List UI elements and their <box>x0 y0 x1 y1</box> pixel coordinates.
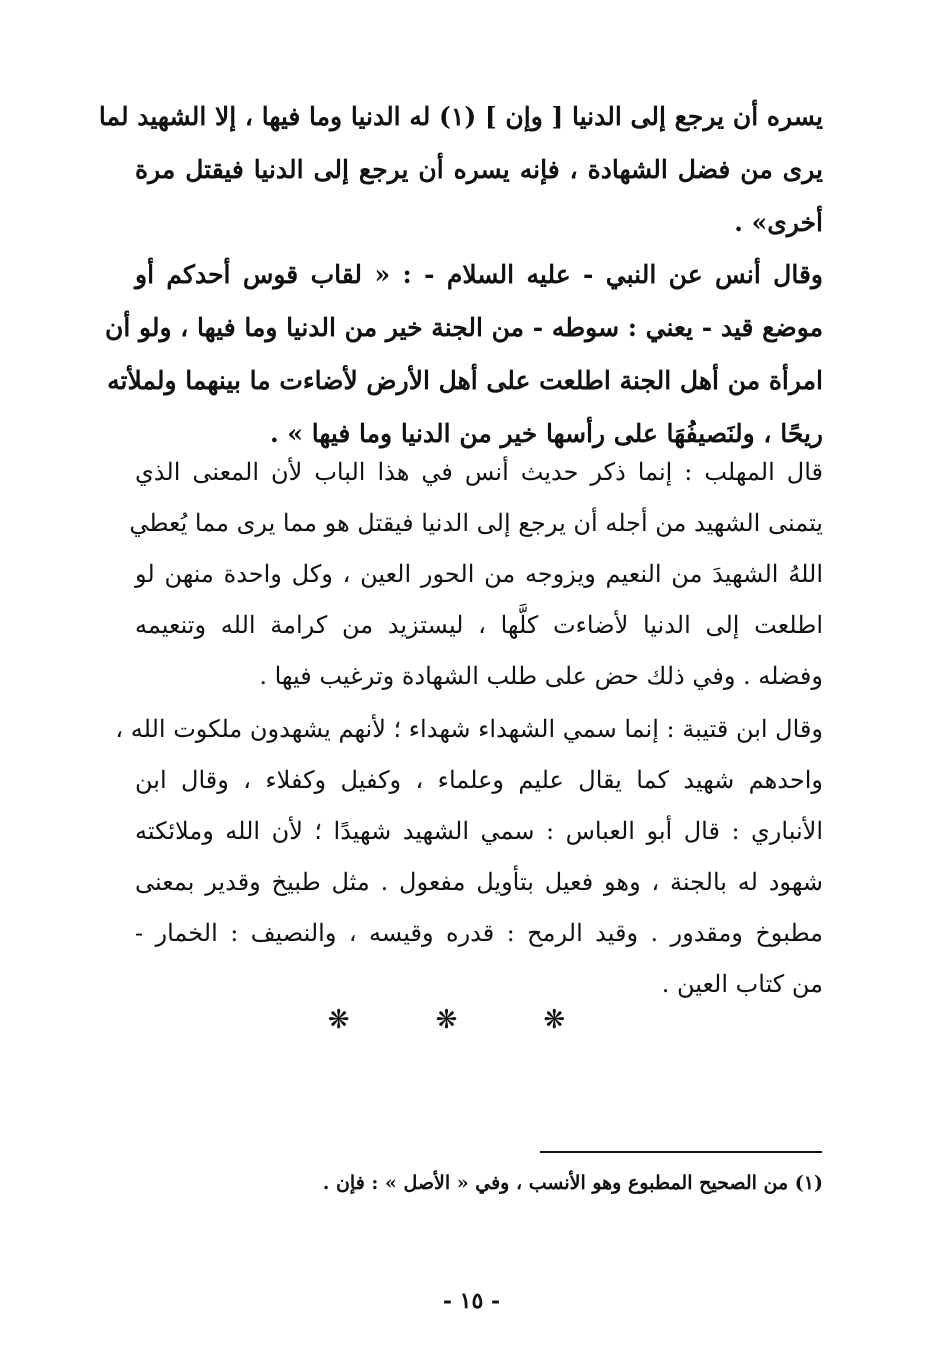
text-line: اطلعت إلى الدنيا لأضاءت كلَّها ، ليستزيد من كرامة الله وتنعيمه <box>135 611 823 639</box>
paragraph-1 <box>98 90 823 249</box>
text-line: الأنباري : قال أبو العباس : سمي الشهيد شهيدًا ؛ لأن الله وملائكته <box>135 817 823 845</box>
text-line: وقال أنس عن النبي - عليه السلام - : « لقاب قوس أحدكم أو <box>135 260 823 289</box>
text-line: وفضله . وفي ذلك حض على طلب الشهادة وترغيب فيها . <box>259 662 823 690</box>
text-line: من كتاب العين . <box>661 970 823 998</box>
text-line: يتمنى الشهيد من أجله أن يرجع إلى الدنيا فيقتل هو مما يرى مما يُعطي <box>129 509 823 537</box>
asterism-icon: ❋ <box>435 1005 508 1035</box>
text-line: وقال ابن قتيبة : إنما سمي الشهداء شهداء ؛ لأنهم يشهدون ملكوت الله ، <box>115 715 823 743</box>
paragraph-2 <box>104 248 823 460</box>
text-line: يسره أن يرجع إلى الدنيا [ وإن ] (١) له الدنيا وما فيها ، إلا الشهيد لما <box>98 102 823 131</box>
text-line: ريحًا ، ولنَصيفُهَا على رأسها خير من الدنيا وما فيها » . <box>269 419 823 448</box>
asterism-icon: ❋ <box>543 1005 616 1035</box>
text-line: مطبوخ ومقدور . وقيد الرمح : قدره وقيسه ، والنصيف : الخمار - <box>135 919 823 947</box>
paragraph-4 <box>115 704 823 1010</box>
page-number: - ١٥ - <box>442 1288 501 1314</box>
paragraph-3 <box>129 447 823 702</box>
text-line: موضع قيد - يعني : سوطه - من الجنة خير من الدنيا وما فيها ، ولو أن <box>104 313 823 342</box>
section-separator <box>0 1005 943 1035</box>
text-line: واحدهم شهيد كما يقال عليم وعلماء ، وكفيل وكفلاء ، وقال ابن <box>135 766 823 794</box>
text-line: يرى من فضل الشهادة ، فإنه يسره أن يرجع إلى الدنيا فيقتل مرة <box>135 155 823 184</box>
text-line: أخرى» . <box>734 208 823 237</box>
footnote: (١) من الصحيح المطبوع وهو الأنسب ، وفي « الأصل » : فإن . <box>322 1172 823 1194</box>
text-line: اللهُ الشهيدَ من النعيم ويزوجه من الحور العين ، وكل واحدة منهن لو <box>135 560 823 588</box>
asterism-icon: ❋ <box>327 1005 400 1035</box>
text-line: قال المهلب : إنما ذكر حديث أنس في هذا الباب لأن المعنى الذي <box>135 458 823 486</box>
text-line: شهود له بالجنة ، وهو فعيل بتأويل مفعول . مثل طبيخ وقدير بمعنى <box>135 868 823 896</box>
text-line: امرأة من أهل الجنة اطلعت على أهل الأرض لأضاءت ما بينهما ولملأته <box>107 366 823 395</box>
footnote-divider <box>540 1151 822 1153</box>
